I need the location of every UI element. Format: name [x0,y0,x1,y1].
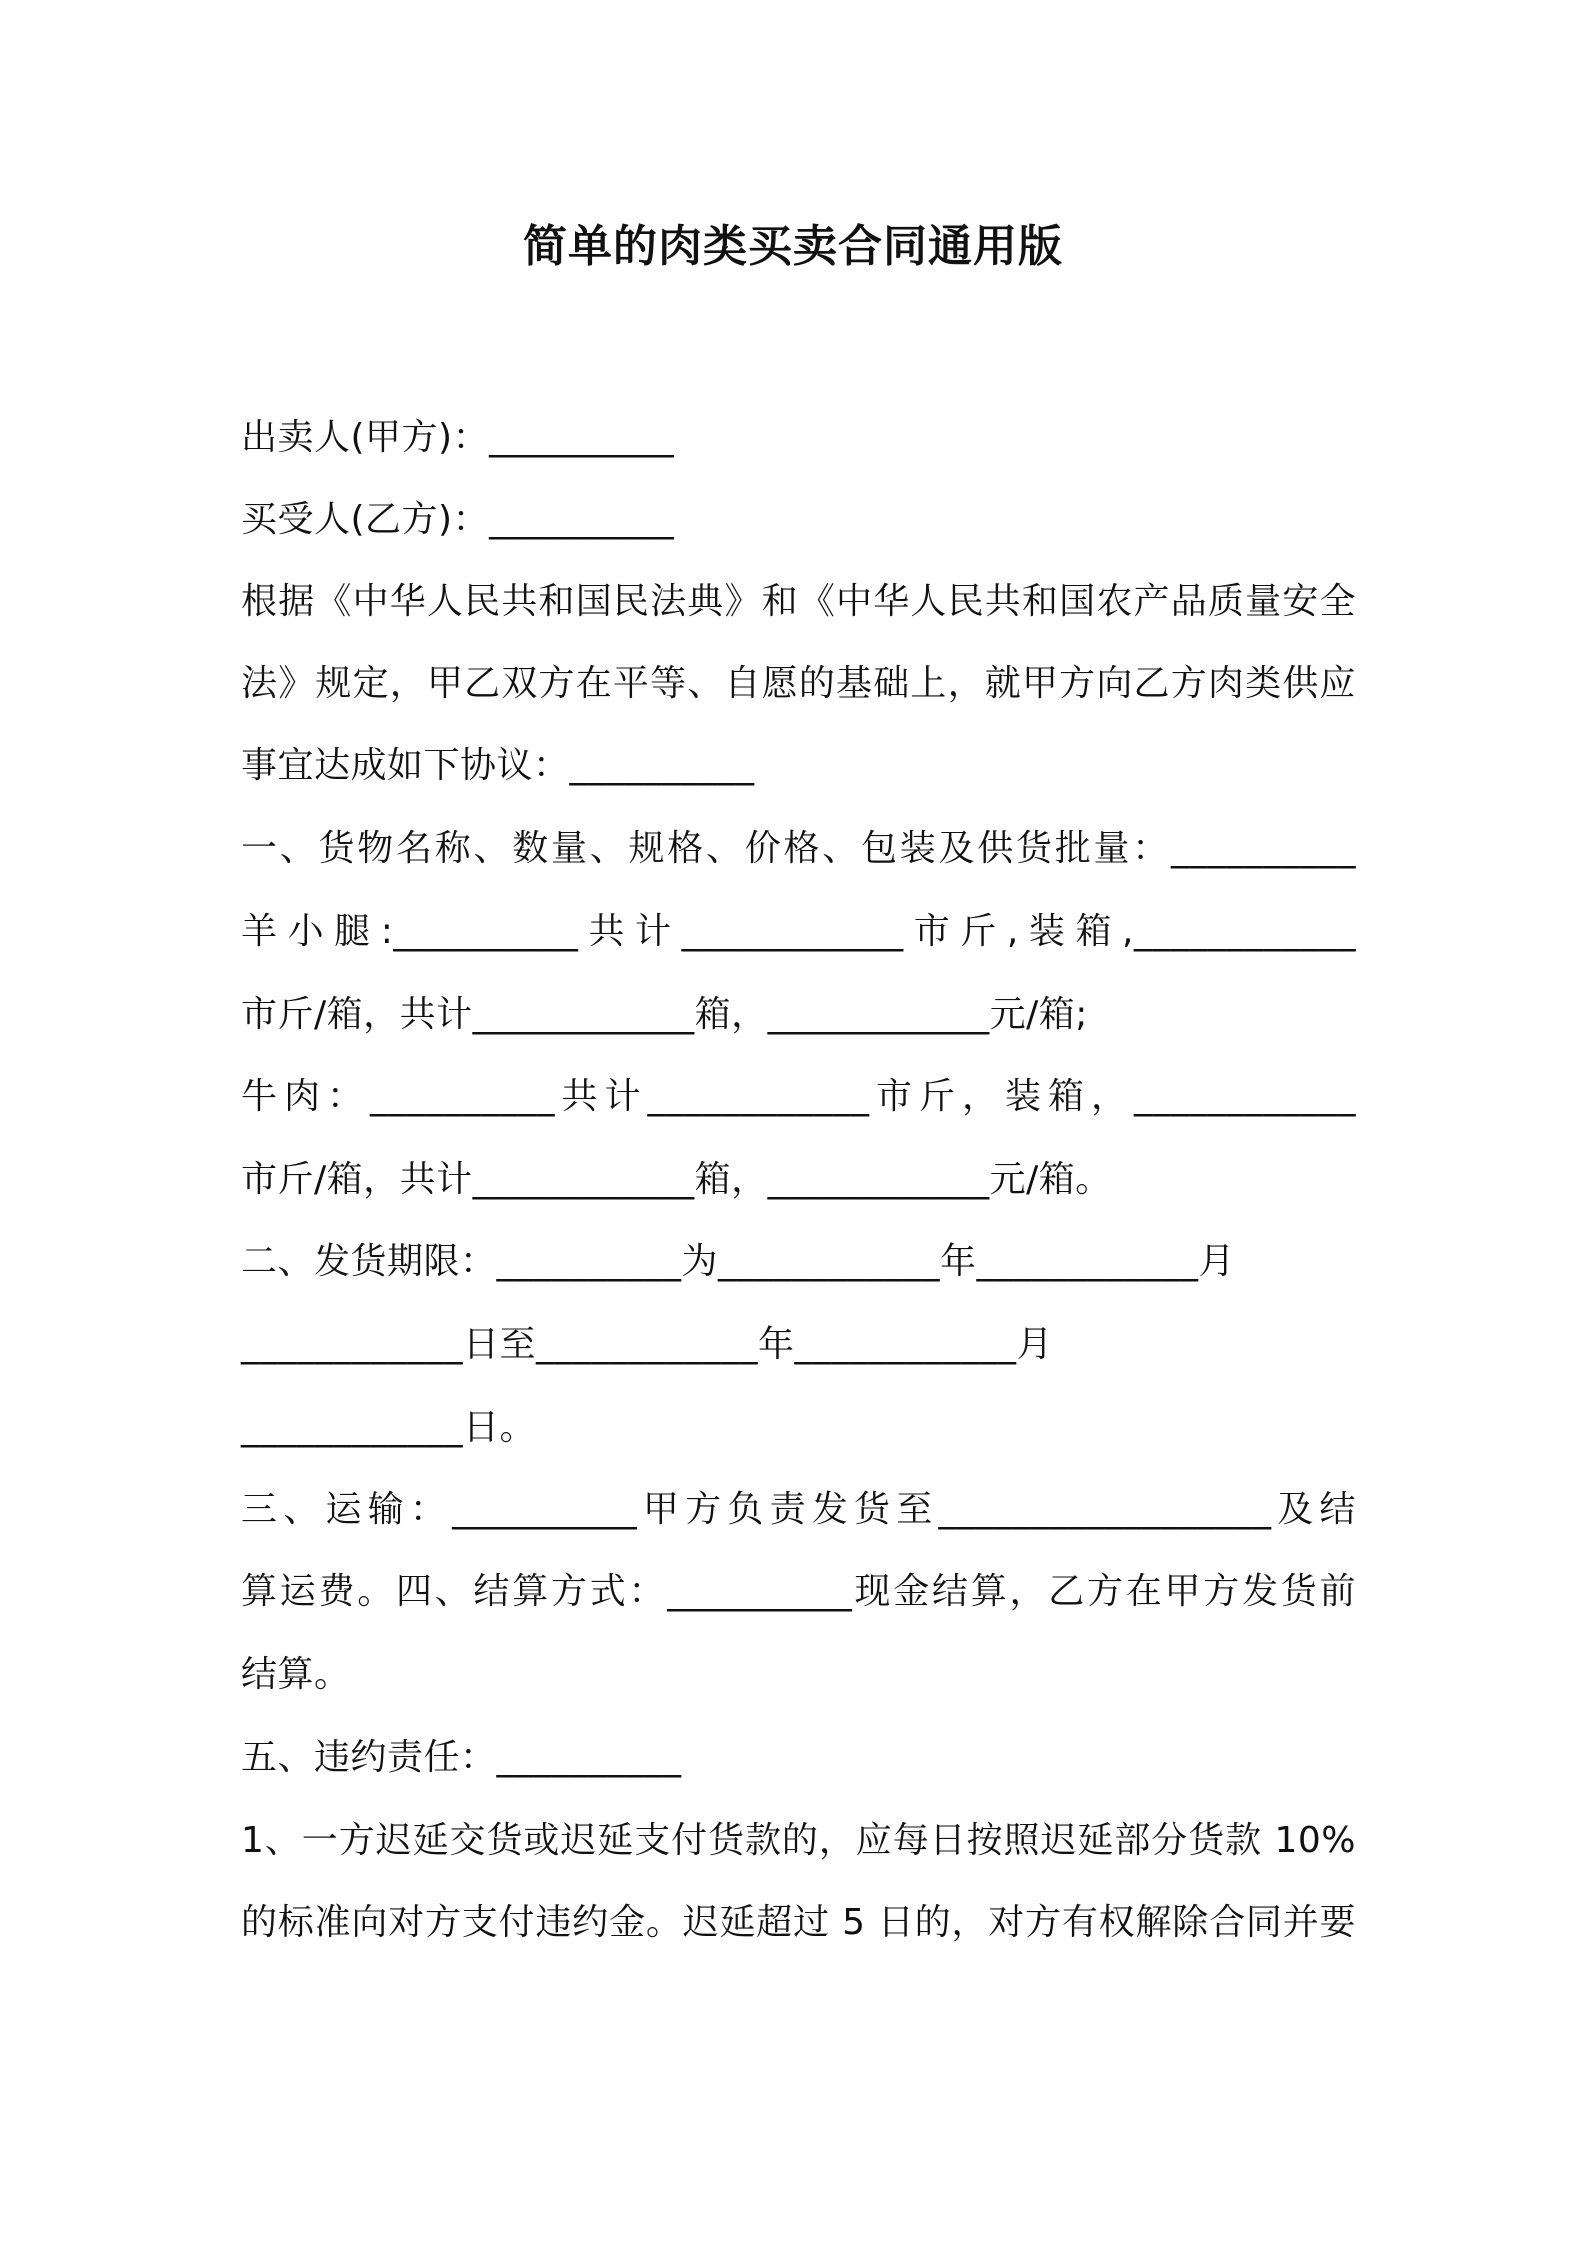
beef-line-1: 牛肉：__________共计____________市斤，装箱，____________ [241,1076,1356,1117]
beef-line-2: 市斤/箱，共计____________箱，____________元/箱。 [241,1159,1112,1200]
clause-2-line-2: ____________日至____________年____________月 [241,1324,1053,1365]
preamble-line-1: 根据《中华人民共和国民法典》和《中华人民共和国农产品质量安全 [241,581,1356,622]
preamble-line-2: 法》规定，甲乙双方在平等、自愿的基础上，就甲方向乙方肉类供应 [241,663,1356,704]
clause-3-4-line-2: 算运费。四、结算方式：__________现金结算，乙方在甲方发货前 [241,1571,1356,1612]
seller-line: 出卖人(甲方)：__________ [241,417,675,458]
preamble-line-3: 事宜达成如下协议：__________ [241,745,755,786]
clause-5-item-1-line-1: 1、一方迟延交货或迟延支付货款的，应每日按照迟延部分货款 10% [241,1820,1356,1861]
clause-3-line-1: 三、运输：__________甲方负责发货至__________________及结 [241,1489,1356,1530]
clause-4-line-3: 结算。 [241,1654,351,1695]
clause-2-line-3: ____________日。 [241,1407,537,1448]
lamb-shank-line-2: 市斤/箱，共计____________箱，____________元/箱; [241,994,1088,1035]
document-title: 简单的肉类买卖合同通用版 [523,221,1063,272]
lamb-shank-line-1: 羊小腿:__________共计____________市斤,装箱,____________ [241,911,1356,952]
buyer-line: 买受人(乙方)：__________ [241,499,675,540]
clause-2-line-1: 二、发货期限：__________为____________年____________月 [241,1241,1236,1282]
clause-5-item-1-line-2: 的标准向对方支付违约金。迟延超过 5 日的，对方有权解除合同并要 [241,1902,1356,1943]
clause-1-heading: 一、货物名称、数量、规格、价格、包装及供货批量：__________ [241,828,1356,869]
clause-5-heading: 五、违约责任：__________ [241,1737,682,1778]
